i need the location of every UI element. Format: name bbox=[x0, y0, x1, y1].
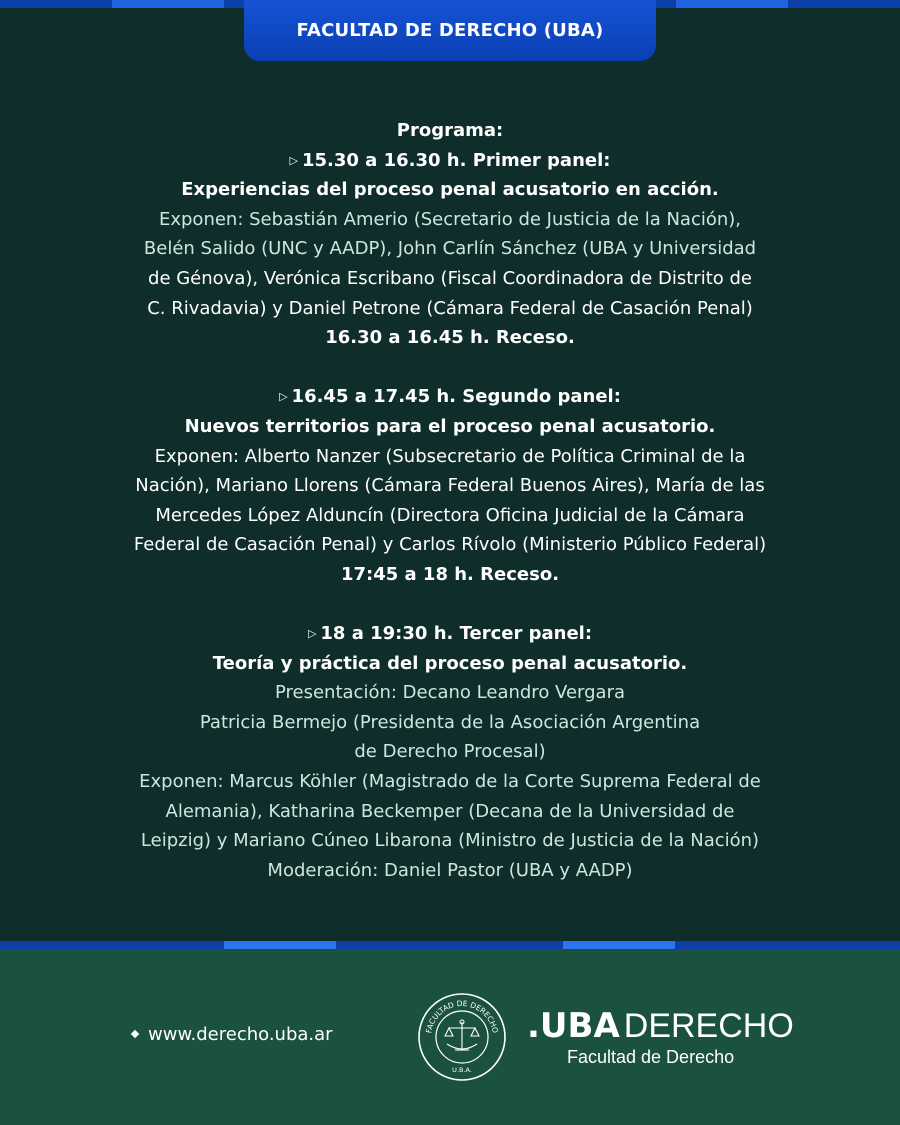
panel3-time bbox=[80, 619, 820, 649]
panel3-presentation-line: Patricia Bermejo (Presidenta de la Asociación Argentina bbox=[199, 711, 701, 733]
panel3-speakers-line: Alemania), Katharina Beckemper (Decana de la Universidad de bbox=[165, 800, 735, 822]
brand-uba: .UBA bbox=[527, 1006, 620, 1046]
panel3-speakers-line: Exponen: Marcus Köhler (Magistrado de la Corte Suprema Federal de bbox=[139, 771, 761, 793]
university-seal bbox=[417, 992, 507, 1082]
panel2-speakers-line: Mercedes López Alduncín (Directora Oficina Judicial de la Cámara bbox=[155, 504, 745, 526]
triangle-bullet-icon: ▷ bbox=[289, 153, 298, 167]
stripe-segment bbox=[224, 941, 336, 949]
website-link[interactable] bbox=[132, 1024, 333, 1045]
panel3-presentation-line: Presentación: Decano Leandro Vergara bbox=[274, 682, 626, 704]
panel1-time bbox=[80, 146, 820, 176]
panel3-title: Teoría y práctica del proceso penal acusatorio. bbox=[212, 652, 688, 674]
panel1-break: 16.30 a 16.45 h. Receso. bbox=[325, 327, 575, 349]
panel2-title: Nuevos territorios para el proceso penal acusatorio. bbox=[184, 415, 716, 437]
panel3-time-text: 18 a 19:30 h. Tercer panel: bbox=[320, 623, 593, 645]
panel2-time-text: 16.45 a 17.45 h. Segundo panel: bbox=[291, 386, 621, 408]
stripe-segment bbox=[676, 0, 788, 8]
brand-logo bbox=[527, 1007, 794, 1068]
stripe-segment bbox=[112, 0, 224, 8]
panel2-speakers-line: Nación), Mariano Llorens (Cámara Federal Buenos Aires), María de las bbox=[135, 475, 765, 497]
triangle-bullet-icon: ▷ bbox=[279, 390, 288, 404]
panel3-moderation: Moderación: Daniel Pastor (UBA y AADP) bbox=[267, 859, 633, 881]
header-tab bbox=[244, 0, 656, 61]
scales-emblem-icon bbox=[445, 1020, 479, 1050]
panel2-break: 17:45 a 18 h. Receso. bbox=[340, 563, 560, 585]
footer bbox=[0, 949, 900, 1125]
brand-derecho: DERECHO bbox=[623, 1007, 794, 1045]
triangle-bullet-icon: ▷ bbox=[307, 627, 317, 641]
stripe-segment bbox=[563, 941, 675, 949]
header-title: FACULTAD DE DERECHO (UBA) bbox=[296, 20, 604, 41]
bottom-stripe bbox=[0, 941, 900, 949]
panel1-time-text: 15.30 a 16.30 h. Primer panel: bbox=[301, 149, 611, 171]
panel1-speakers-line: Exponen: Sebastián Amerio (Secretario de Justicia de la Nación), bbox=[158, 208, 742, 230]
seal-text-bottom: U.B.A. bbox=[452, 1066, 472, 1074]
diamond-bullet-icon bbox=[131, 1030, 139, 1038]
panel2-speakers-line: Exponen: Alberto Nanzer (Subsecretario de Política Criminal de la bbox=[154, 445, 746, 467]
panel3-presentation-line: de Derecho Procesal) bbox=[354, 741, 546, 763]
program-heading: Programa: bbox=[396, 120, 504, 141]
website-text[interactable]: www.derecho.uba.ar bbox=[148, 1024, 333, 1045]
panel2-speakers-line: Federal de Casación Penal) y Carlos Rívolo (Ministerio Público Federal) bbox=[133, 534, 767, 556]
panel2-time bbox=[80, 382, 820, 412]
program-section bbox=[80, 116, 820, 885]
brand-subtitle: Facultad de Derecho bbox=[567, 1047, 735, 1067]
panel1-speakers-line: Belén Salido (UNC y AADP), John Carlín Sánchez (UBA y Universidad bbox=[143, 238, 757, 260]
panel1-speakers-line: C. Rivadavia) y Daniel Petrone (Cámara Federal de Casación Penal) bbox=[147, 297, 753, 319]
seal-text-top: FACULTAD DE DERECHO bbox=[424, 998, 500, 1034]
panel1-speakers-line: de Génova), Verónica Escribano (Fiscal Coordinadora de Distrito de bbox=[148, 267, 752, 289]
panel3-speakers-line: Leipzig) y Mariano Cúneo Libarona (Ministro de Justicia de la Nación) bbox=[140, 830, 760, 852]
panel1-title: Experiencias del proceso penal acusatorio en acción. bbox=[181, 179, 719, 201]
